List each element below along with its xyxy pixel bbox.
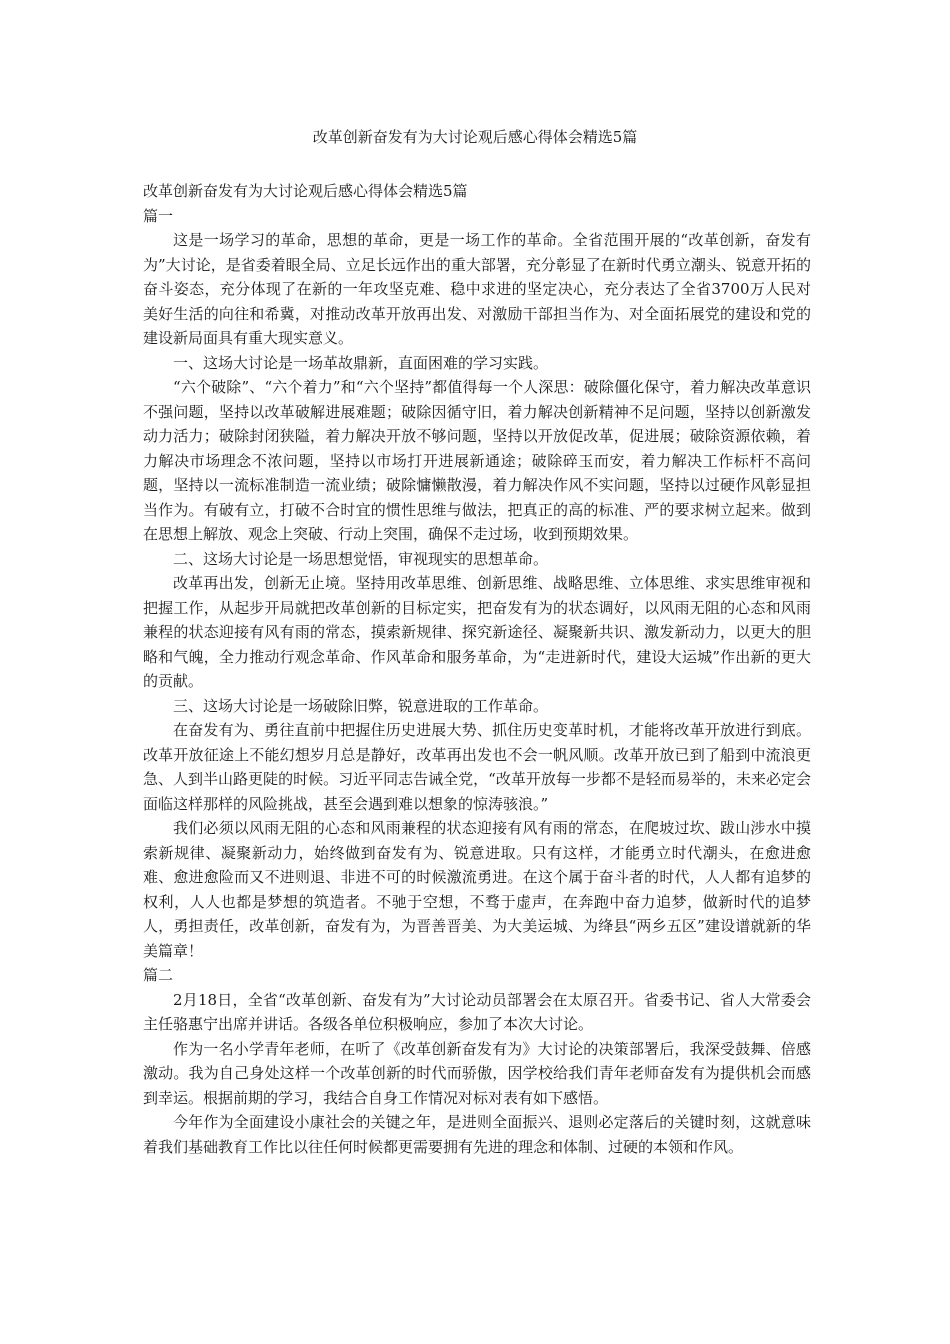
section-heading-1: 篇一 <box>143 206 174 225</box>
paragraph: “六个破除”、“六个着力”和“六个坚持”都值得每一个人深思：破除僵化保守，着力解决改革意识不强问题，坚持以改革破解进展难题；破除因循守旧，着力解决创新精神不足问题，坚持以创新激发动力活力；破除封闭狭隘，着力解决开放不够问题，坚持以开放促改革，促进展；破除资源依赖，着力解决市场理念不浓问题，坚持以市场打开进展新通途；破除碎玉而安，着力解决工作标杆不高问题，坚持以一流标准制造一流业绩；破除慵懒散漫，着力解决作风不实问题，坚持以过硬作风彰显担当作为。有破有立，打破不合时宜的惯性思维与做法，把真正的高的标准、严的要求树立起来。做到在思想上解放、观念上突破、行动上突围，确保不走过场，收到预期效果。 <box>143 378 811 543</box>
document-subtitle: 改革创新奋发有为大讨论观后感心得体会精选5篇 <box>143 182 468 200</box>
section-heading-2: 篇二 <box>143 966 174 984</box>
paragraph: 我们必须以风雨无阻的心态和风雨兼程的状态迎接有风有雨的常态，在爬坡过坎、跋山涉水中摸索新规律、凝聚新动力，始终做到奋发有为、锐意进取。只有这样，才能勇立时代潮头，在愈进愈难、愈进愈险而又不进则退、非进不可的时候激流勇进。在这个属于奋斗者的时代，人人都有追梦的权利，人人也都是梦想的筑造者。不驰于空想，不骛于虚声，在奔跑中奋力追梦，做新时代的追梦人，勇担责任，改革创新，奋发有为，为晋善晋美、为大美运城、为绛县“两乡五区”建设谱就新的华美篇章！ <box>143 819 811 960</box>
paragraph: 在奋发有为、勇往直前中把握住历史进展大势、抓住历史变革时机，才能将改革开放进行到底。改革开放征途上不能幻想岁月总是静好，改革再出发也不会一帆风顺。改革开放已到了船到中流浪更急、人到半山路更陡的时候。习近平同志告诫全党，“改革开放每一步都不是轻而易举的，未来必定会面临这样那样的风险挑战，甚至会遇到难以想象的惊涛骇浪。” <box>143 721 811 813</box>
subheading: 三、这场大讨论是一场破除旧弊，锐意进取的工作革命。 <box>173 696 549 715</box>
paragraph: 2月18日，全省“改革创新、奋发有为”大讨论动员部署会在太原召开。省委书记、省人大常委会主任骆惠宁出席并讲话。各级各单位积极响应，参加了本次大讨论。 <box>143 990 811 1033</box>
paragraph: 今年作为全面建设小康社会的关键之年，是进则全面振兴、退则必定落后的关键时刻，这就意味着我们基础教育工作比以往任何时候都更需要拥有先进的理念和体制、过硬的本领和作风。 <box>143 1113 811 1156</box>
paragraph: 这是一场学习的革命，思想的革命，更是一场工作的革命。全省范围开展的“改革创新，奋发有为”大讨论，是省委着眼全局、立足长远作出的重大部署，充分彰显了在新时代勇立潮头、锐意开拓的奋斗姿态，充分体现了在新的一年攻坚克难、稳中求进的坚定决心，充分表达了全省3700万人民对美好生活的向往和希冀，对推动改革开放再出发、对激励干部担当作为、对全面拓展党的建设和党的建设新局面具有重大现实意义。 <box>143 231 811 347</box>
paragraph: 作为一名小学青年老师，在听了《改革创新奋发有为》大讨论的决策部署后，我深受鼓舞、倍感激动。我为自己身处这样一个改革创新的时代而骄傲，因学校给我们青年老师奋发有为提供机会而感到幸运。根据前期的学习，我结合自身工作情况对标对表有如下感悟。 <box>143 1039 811 1107</box>
paragraph: 改革再出发，创新无止境。坚持用改革思维、创新思维、战略思维、立体思维、求实思维审视和把握工作，从起步开局就把改革创新的目标定实，把奋发有为的状态调好，以风雨无阻的心态和风雨兼程的状态迎接有风有雨的常态，摸索新规律、探究新途径、凝聚新共识、激发新动力，以更大的胆略和气魄，全力推动行观念革命、作风革命和服务革命，为“走进新时代，建设大运城”作出新的更大的贡献。 <box>143 574 811 690</box>
document-title: 改革创新奋发有为大讨论观后感心得体会精选5篇 <box>312 128 638 146</box>
subheading: 二、这场大讨论是一场思想觉悟，审视现实的思想革命。 <box>173 549 549 568</box>
document-body <box>143 179 811 1159</box>
subheading: 一、这场大讨论是一场革故鼎新，直面困难的学习实践。 <box>173 353 549 372</box>
